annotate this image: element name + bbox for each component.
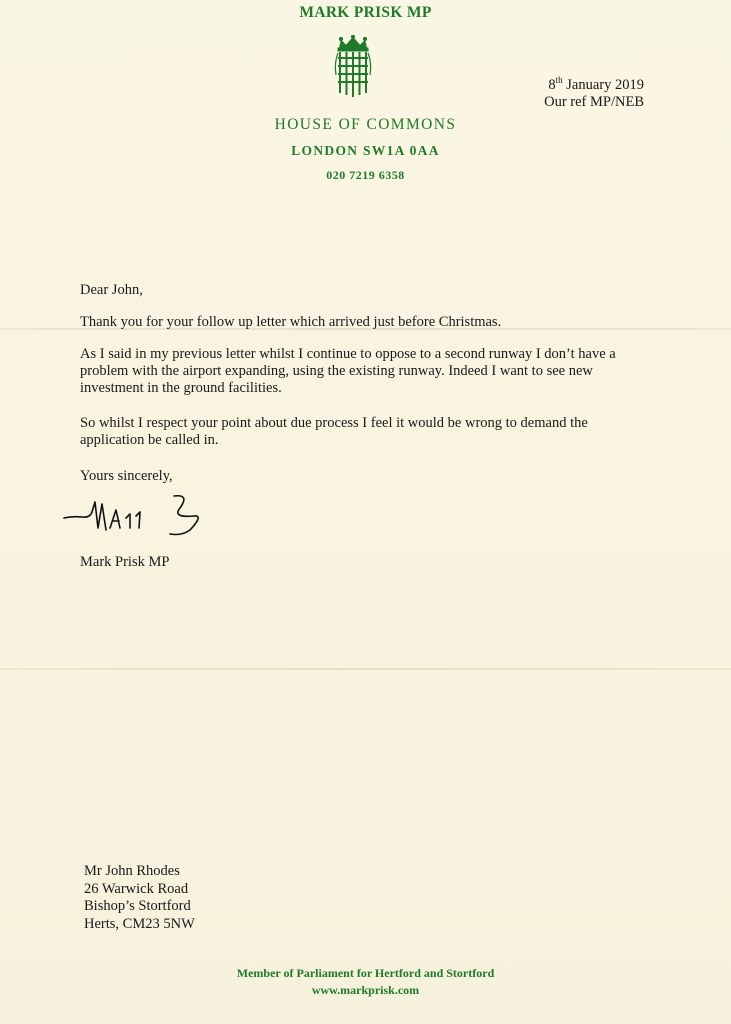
paragraph: So whilst I respect your point about due process I feel it would be wrong to demand the application be called in.: [80, 415, 588, 448]
paragraph: As I said in my previous letter whilst I continue to oppose to a second runway I don’t have a problem with the airport expanding, using the existing runway. Indeed I want to see new investment in the ground facilities.: [80, 346, 616, 396]
letterhead-phone: 020 7219 6358: [326, 168, 405, 182]
footer-website: www.markprisk.com: [311, 983, 420, 997]
letter-date: 8th January 2019: [548, 75, 644, 93]
letter-reference: Our ref MP/NEB: [544, 93, 644, 110]
footer-constituency: Member of Parliament for Hertford and Stortford: [236, 966, 495, 980]
recipient-address: [84, 863, 195, 933]
portcullis-icon: [333, 35, 373, 99]
signature: [62, 488, 212, 544]
closing: Yours sincerely,: [80, 468, 173, 484]
address-line: Herts, CM23 5NW: [84, 915, 195, 932]
salutation: Dear John,: [80, 282, 143, 298]
letterhead-house: HOUSE OF COMMONS: [274, 116, 457, 133]
letterhead-mp-name: MARK PRISK MP: [299, 4, 432, 21]
address-line: 26 Warwick Road: [84, 880, 189, 897]
paper-fold: [0, 668, 731, 670]
signer-name: Mark Prisk MP: [80, 554, 170, 570]
paragraph: Thank you for your follow up letter which arrived just before Christmas.: [80, 314, 502, 330]
address-line: Mr John Rhodes: [84, 863, 180, 879]
address-line: Bishop’s Stortford: [84, 898, 191, 914]
letter-date-block: [520, 72, 644, 111]
letterhead-address: LONDON SW1A 0AA: [291, 143, 440, 158]
